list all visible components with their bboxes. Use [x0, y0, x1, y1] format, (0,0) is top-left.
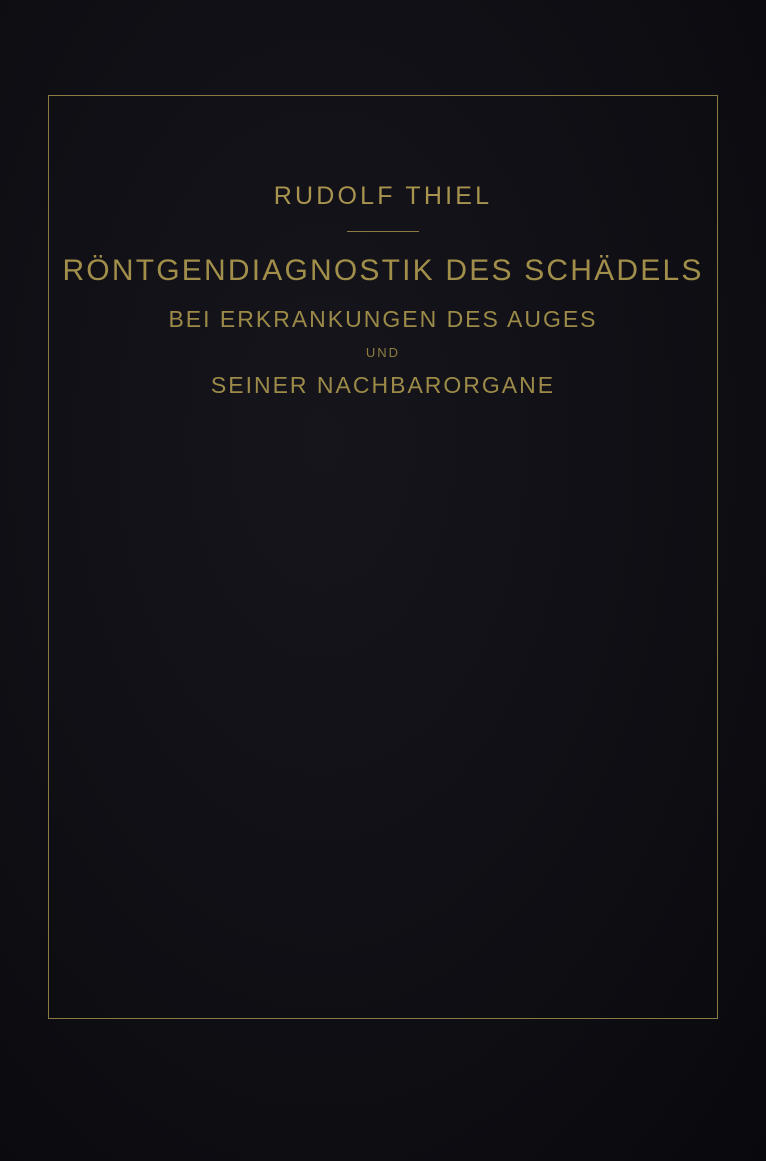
book-subtitle-line-1: BEI ERKRANKUNGEN DES AUGES: [168, 306, 598, 332]
divider-rule: [347, 231, 419, 232]
author-name: RUDOLF THIEL: [273, 182, 493, 210]
book-subtitle-line-2: SEINER NACHBARORGANE: [210, 372, 556, 398]
book-subtitle-conjunction: UND: [365, 345, 401, 360]
cover-title-block: [0, 182, 766, 399]
book-title: RÖNTGENDIAGNOSTIK DES SCHÄDELS: [62, 254, 704, 287]
